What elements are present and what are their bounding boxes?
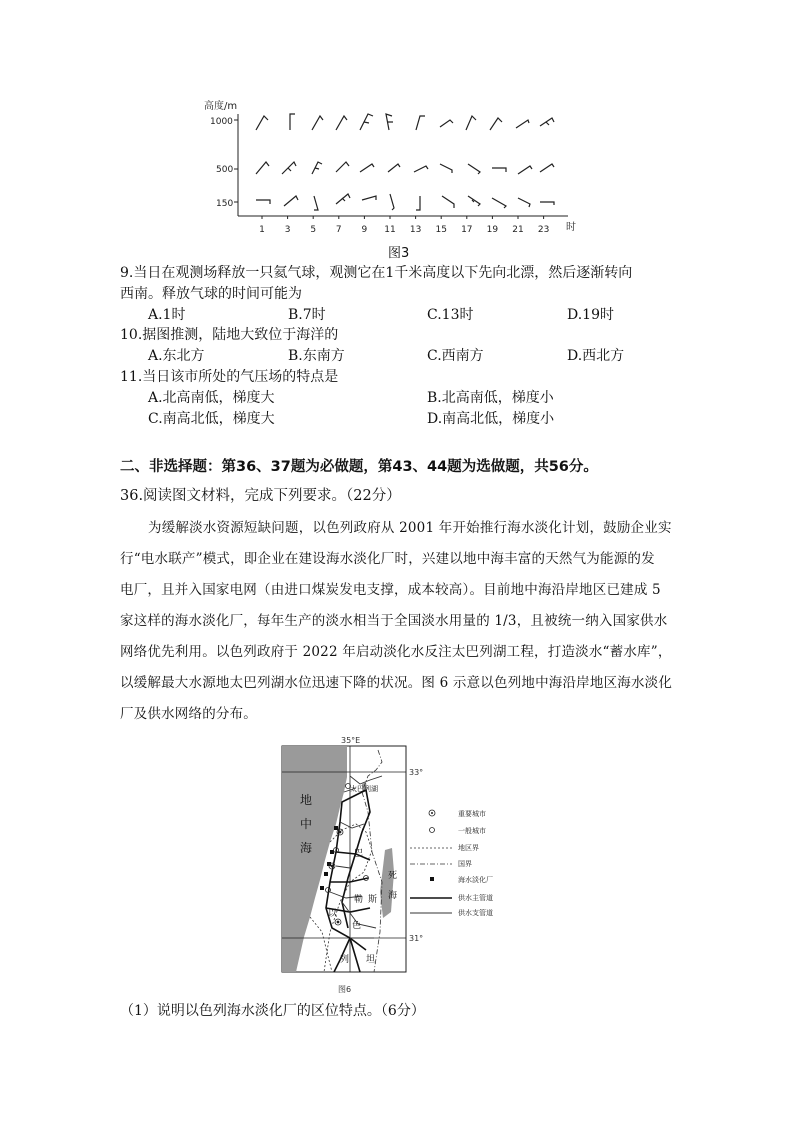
fig3-x-tick-label: 13	[409, 225, 422, 235]
figure-3-wind-chart	[196, 92, 596, 242]
wind-barb	[492, 198, 506, 208]
wind-barb	[442, 196, 454, 208]
wind-barb	[490, 118, 502, 130]
country-label-char: 色	[352, 921, 362, 931]
fig3-x-tick-label: 17	[461, 225, 473, 235]
para-line: 网络优先利用。以色列政府于 2022 年启动淡化水反注太巴列湖工程，打造淡水“蓄水库”，	[120, 644, 672, 660]
q9-option-c: C.13时	[427, 307, 474, 323]
q36-sub-question-1: （1）说明以色列海水淡化厂的区位特点。（6分）	[120, 1003, 425, 1019]
country-label-char: 列	[340, 955, 350, 965]
wind-barb	[468, 164, 480, 174]
fig3-x-tick-label: 21	[512, 225, 524, 235]
q10-option-a: A.东北方	[148, 348, 205, 364]
q36-material-paragraph	[120, 513, 680, 730]
dead-sea-label-char: 死	[388, 871, 398, 881]
fig3-x-tick-label: 9	[361, 225, 368, 235]
wind-barb	[440, 164, 452, 173]
legend-important-city: 重要城市	[458, 810, 486, 818]
wind-barb	[518, 198, 530, 207]
wind-barb	[360, 164, 374, 172]
fig3-y-axis-label: 高度/m	[204, 101, 238, 112]
legend-desalination-plant: 海水淡化厂	[458, 876, 493, 884]
fig3-x-tick-label: 3	[284, 225, 291, 235]
para-line: 为缓解淡水资源短缺问题，以色列政府从 2001 年开始推行海水淡化计划，鼓励企业实	[148, 520, 672, 536]
wind-barb	[540, 164, 554, 172]
legend-national-border: 国界	[458, 860, 472, 868]
dead-sea-label-char: 海	[388, 891, 398, 901]
wind-barb	[390, 194, 394, 210]
desalination-plant	[324, 872, 328, 876]
wind-barb	[540, 118, 554, 126]
desalination-plant	[334, 826, 338, 830]
region-label-char: 坦	[366, 955, 376, 965]
fig3-x-tick-label: 5	[310, 225, 317, 235]
wind-barb	[492, 168, 506, 172]
wind-barb	[256, 200, 270, 204]
q11-option-c: C.南高北低，梯度大	[148, 411, 275, 427]
wind-barb	[388, 164, 400, 172]
sea-label-char: 海	[300, 841, 313, 855]
wind-barb	[284, 196, 298, 206]
q10-option-d: D.西北方	[567, 348, 625, 364]
wind-barb	[256, 162, 269, 174]
figure-6-caption: 图6	[338, 985, 352, 994]
wind-barb	[282, 162, 296, 174]
wind-barb	[516, 120, 529, 128]
para-line: 行“电水联产”模式，即企业在建设海水淡化厂时，兴建以地中海丰富的天然气为能源的发	[120, 551, 655, 567]
q9-option-b: B.7时	[288, 307, 326, 323]
q11-option-d: D.南高北低，梯度小	[427, 411, 555, 427]
wind-barb	[256, 116, 268, 130]
fig3-x-tick-label: 1	[259, 225, 265, 235]
q10-stem: 10.据图推测，陆地大致位于海洋的	[120, 327, 339, 343]
fig3-x-tick-label: 11	[384, 225, 396, 235]
map-longitude-label: 35°E	[341, 736, 361, 745]
lake-tiberias-label: 太巴列湖	[350, 785, 378, 793]
q11-option-a: A.北高南低，梯度大	[148, 390, 275, 406]
wind-barb	[416, 196, 420, 210]
wind-barb	[518, 166, 532, 174]
fig3-y-tick-500: 500	[216, 165, 234, 175]
wind-barb	[314, 196, 318, 210]
wind-barb	[440, 120, 453, 127]
figure-6-map	[270, 732, 540, 997]
wind-barb	[468, 196, 480, 206]
fig3-x-tick-label: 19	[486, 225, 499, 235]
wind-barbs-1000m	[256, 114, 554, 130]
wind-barb	[360, 114, 373, 130]
wind-barb	[290, 114, 295, 130]
fig3-x-tick-label: 23	[537, 225, 550, 235]
q9-stem-line1: 9.当日在观测场释放一只氦气球，观测它在1千米高度以下先向北漂，然后逐渐转向	[120, 265, 633, 281]
fig3-x-ticks	[259, 216, 549, 235]
legend-branch-pipe: 供水支管道	[458, 909, 493, 917]
country-label-char: 以	[328, 909, 338, 919]
para-line: 以缓解最大水源地太巴列湖水位迅速下降的状况。图 6 示意以色列地中海沿岸地区海水淡化	[120, 675, 673, 691]
region-label-char: 斯	[368, 895, 378, 905]
map-legend	[410, 809, 493, 917]
q9-option-d: D.19时	[567, 307, 614, 323]
wind-barb	[540, 202, 554, 205]
map-lat-33: 33°	[409, 768, 424, 777]
q9-option-a: A.1时	[148, 307, 186, 323]
para-line: 电厂，且并入国家电网（由进口煤炭发电支撑，成本较高）。目前地中海沿岸地区已建成 5	[120, 582, 661, 598]
q9-stem-line2: 西南。释放气球的时间可能为	[120, 286, 302, 302]
wind-barb	[336, 162, 349, 172]
wind-barbs-500m	[256, 162, 554, 174]
legend-general-city-symbol	[430, 828, 435, 833]
q11-option-b: B.北高南低，梯度小	[427, 390, 554, 406]
q10-option-c: C.西南方	[427, 348, 484, 364]
para-line: 厂及供水网络的分布。	[120, 706, 257, 722]
wind-barb	[312, 116, 323, 130]
legend-region-border: 地区界	[458, 844, 479, 852]
wind-barb	[416, 116, 425, 130]
fig3-y-tick-1000: 1000	[210, 117, 233, 127]
map-lat-31: 31°	[409, 934, 424, 943]
wind-barb	[312, 162, 322, 174]
figure-3-caption: 图3	[388, 246, 410, 261]
region-label-char: 勒	[354, 895, 364, 905]
sea-label-char: 地	[300, 793, 313, 807]
region-label-char: 巴	[354, 849, 364, 859]
wind-barb	[362, 196, 376, 200]
wind-barb	[336, 116, 347, 130]
legend-main-pipe: 供水主管道	[458, 894, 493, 902]
wind-barb	[414, 166, 428, 172]
wind-barb	[386, 114, 393, 130]
q11-stem: 11.当日该市所处的气压场的特点是	[120, 369, 339, 385]
section-2-heading: 二、非选择题：第36、37题为必做题，第43、44题为选做题，共56分。	[120, 459, 598, 475]
fig3-x-unit: 时	[566, 222, 576, 233]
desalination-plant	[320, 886, 324, 890]
wind-barb	[466, 116, 476, 130]
fig3-y-tick-150: 150	[216, 199, 234, 209]
para-line: 家这样的海水淡化厂，每年生产的淡水相当于全国淡水用量的 1/3，且被统一纳入国家供水	[120, 613, 668, 629]
fig3-x-tick-label: 7	[335, 225, 342, 235]
fig3-x-tick-label: 15	[435, 225, 447, 235]
wind-barbs-150m	[256, 194, 554, 210]
q10-option-b: B.东南方	[288, 348, 345, 364]
legend-desalination-symbol	[430, 877, 434, 881]
q36-title: 36.阅读图文材料，完成下列要求。（22分）	[120, 488, 401, 504]
wind-barb	[336, 194, 350, 204]
sea-label-char: 中	[300, 817, 313, 831]
legend-general-city: 一般城市	[458, 827, 486, 835]
